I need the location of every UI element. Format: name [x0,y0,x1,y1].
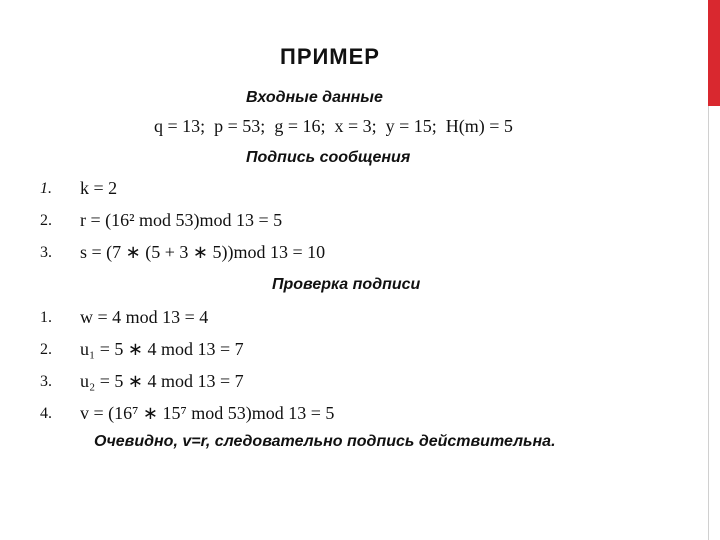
verify-step-w: w = 4 mod 13 = 4 [80,307,209,327]
input-value: H(m) = 5 [445,116,513,136]
verify-heading: Проверка подписи [272,276,421,293]
input-value: g = 16; [274,116,326,136]
input-value: y = 15; [385,116,437,136]
input-value: q = 13; [154,116,206,136]
verify-step-v: v = (16⁷ ∗ 15⁷ mod 53)mod 13 = 5 [80,403,335,423]
input-values-line [154,116,513,137]
step-number: 3. [40,244,52,261]
slide-title: ПРИМЕР [280,44,380,69]
input-data-heading: Входные данные [246,89,383,106]
conclusion-text: Очевидно, v=r, следовательно подпись действительна. [94,433,556,450]
step-number: 1. [40,180,52,197]
signing-heading: Подпись сообщения [246,149,411,166]
input-value: x = 3; [334,116,377,136]
input-value: p = 53; [214,116,266,136]
step-number: 3. [40,373,52,390]
accent-bar [708,0,720,106]
step-number: 2. [40,212,52,229]
step-number: 2. [40,341,52,358]
verify-step-u2: u₂ = 5 ∗ 4 mod 13 = 7 [80,371,244,391]
signing-step-k: k = 2 [80,178,118,198]
step-number: 4. [40,405,52,422]
edge-divider [708,106,709,540]
step-number: 1. [40,309,52,326]
signing-step-r: r = (16² mod 53)mod 13 = 5 [80,210,283,230]
signing-step-s: s = (7 ∗ (5 + 3 ∗ 5))mod 13 = 10 [80,242,326,262]
verify-step-u1: u₁ = 5 ∗ 4 mod 13 = 7 [80,339,244,359]
